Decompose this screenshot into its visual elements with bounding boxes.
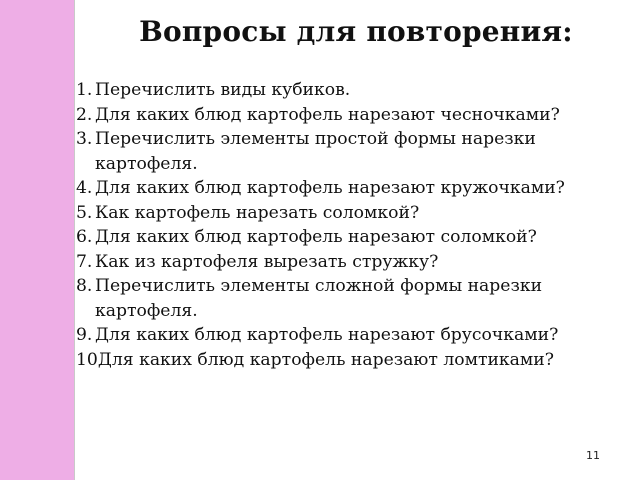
list-item-text: Для каких блюд картофель нарезают соломкой? — [95, 227, 537, 247]
slide-number: 11 — [586, 449, 600, 462]
list-item-text: Перечислить виды кубиков. — [95, 80, 351, 100]
list-item — [76, 127, 636, 176]
question-list — [76, 78, 636, 372]
list-item — [76, 225, 636, 250]
list-item-number: 10 — [76, 349, 98, 370]
list-item-number: 4. — [76, 178, 93, 198]
list-item — [76, 78, 636, 103]
list-item-number: 3. — [76, 129, 93, 149]
list-item — [76, 250, 636, 275]
list-item — [76, 103, 636, 128]
list-item-text: Перечислить элементы простой формы нарезки картофеля. — [95, 129, 536, 174]
list-item-text: Для каких блюд картофель нарезают брусочками? — [95, 325, 559, 345]
side-accent-bar — [0, 0, 74, 480]
list-item-number: 8. — [76, 276, 93, 296]
list-item — [76, 323, 636, 348]
list-item-number: 2. — [76, 104, 93, 125]
slide-title: Вопросы для повторения: — [139, 15, 573, 48]
list-item — [76, 201, 636, 226]
list-item — [76, 176, 636, 201]
list-item-number: 1. — [76, 80, 93, 100]
list-item-text: Для каких блюд картофель нарезают кружочками? — [95, 178, 565, 198]
list-item-text: Для каких блюд картофель нарезают ломтиками? — [97, 349, 554, 370]
list-item-text: Как из картофеля вырезать стружку? — [95, 251, 439, 272]
list-item — [76, 348, 636, 373]
side-divider — [74, 0, 75, 480]
list-item-text: Перечислить элементы сложной формы нарезки картофеля. — [95, 276, 543, 321]
list-item-number: 5. — [76, 202, 93, 223]
list-item-number: 9. — [76, 325, 93, 345]
list-item-text: Для каких блюд картофель нарезают чесночками? — [95, 104, 560, 125]
list-item-text: Как картофель нарезать соломкой? — [95, 202, 420, 223]
list-item-number: 7. — [76, 251, 93, 272]
list-item-number: 6. — [76, 227, 93, 247]
list-item — [76, 274, 636, 323]
